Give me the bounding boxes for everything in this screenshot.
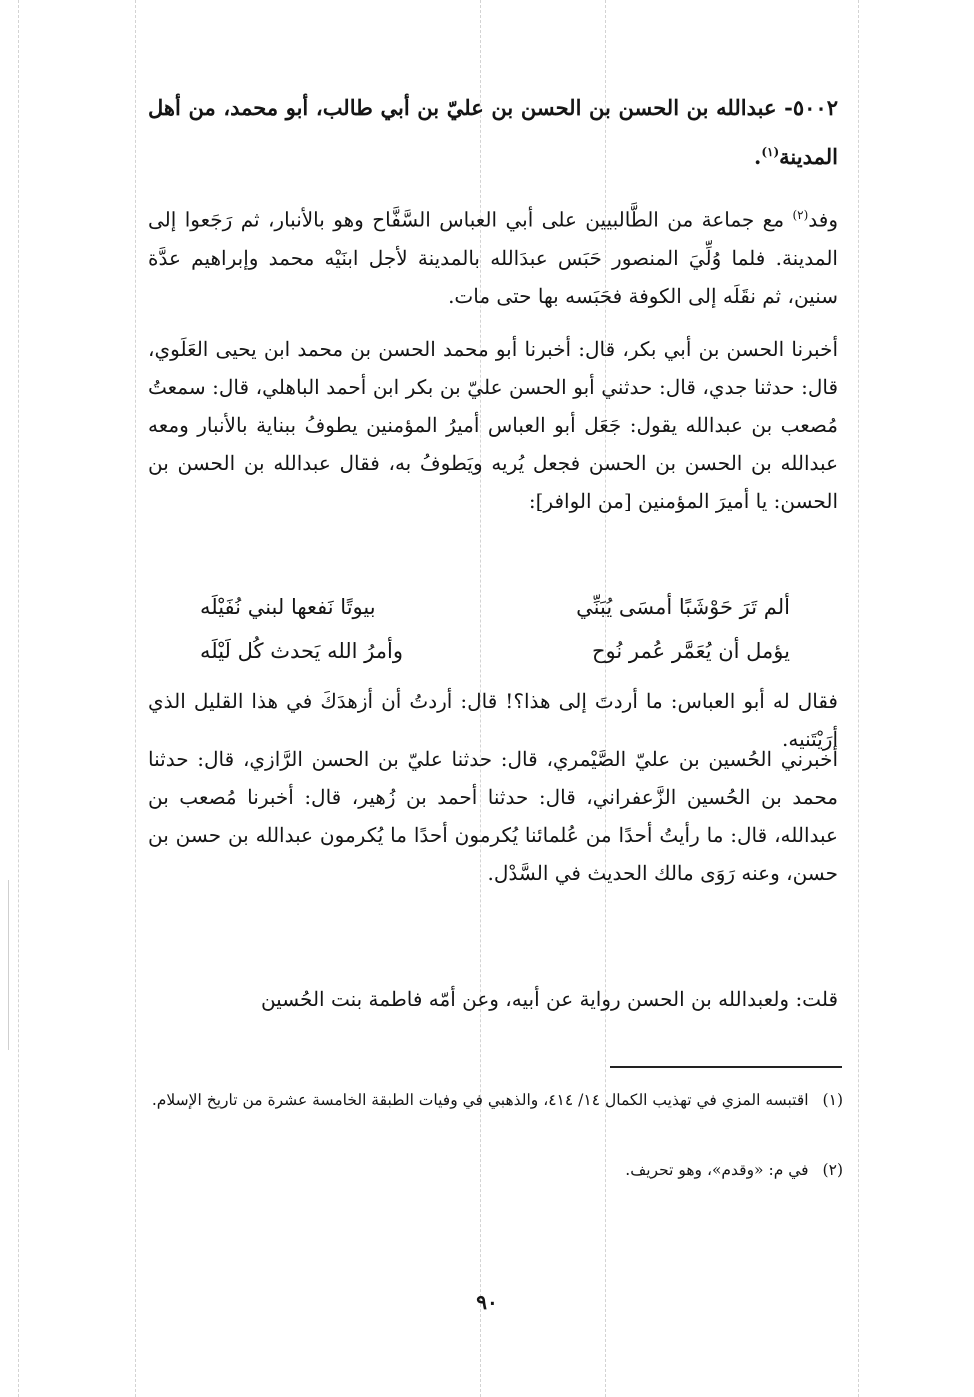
- scan-guide-line: [135, 0, 136, 1397]
- poem-verses: [200, 585, 790, 673]
- scan-guide-line: [858, 0, 859, 1397]
- paragraph-4-text: أخبرني الحُسين بن عليّ الصَّيْمري، قال: حدثنا عليّ بن الحسن الرَّازي، قال: حدثنا محمد بن الحُسين الزَّعفراني، قال: حدثنا أحمد بن زُهير، قال: أخبرنا مُصعب بن عبدالله، قال: ما رأيتُ أحدًا من عُلمائنا يُكرمون أحدًا ما يُكرمون عبدالله بن حسن بن حسن، وعنه رَوَى مالك الحديث في السَّدْل.: [148, 747, 838, 885]
- paragraph-2-text: أخبرنا الحسن بن أبي بكر، قال: أخبرنا أبو محمد الحسن بن محمد ابن يحيى العَلَوي، قال: حدثنا جدي، قال: حدثني أبو الحسن عليّ بن بكر ابن أحمد الباهلي، قال: سمعتُ مُصعب بن عبدالله يقول: جَعَل أبو العباس أميرُ المؤمنين يطوفُ ببناية بالأنبار ومعه عبدالله بن الحسن بن الحسن فجعل يُريه ويَطوفُ به، فقال عبدالله بن الحسن بن الحسن: يا أميرَ المؤمنين [من الوافر]:: [148, 337, 838, 513]
- page-number: ٩٠: [476, 1290, 498, 1314]
- verse-hemistich-second: بيوتًا نَفعها لبني نُفَيْلَه: [200, 595, 376, 619]
- verse-hemistich-first: يؤمل أن يُعَمَّر عُمر نُوح: [591, 639, 790, 663]
- paragraph-2: [148, 330, 838, 520]
- entry-title-end: .: [754, 144, 762, 169]
- paragraph-1-start: وفد: [808, 207, 838, 232]
- entry-number: ٥٠٠٢-: [784, 95, 838, 120]
- paragraph-4: [148, 740, 838, 892]
- paragraph-5-text: قلت: ولعبدالله بن الحسن رواية عن أبيه، وعن أمّه فاطمة بنت الحُسين: [260, 987, 838, 1011]
- footnote-1: [148, 1084, 843, 1116]
- footnote-number: (٢): [822, 1161, 843, 1179]
- entry-heading: [148, 86, 838, 179]
- footnote-2: [148, 1154, 843, 1186]
- footnote-ref: (٢): [792, 208, 809, 222]
- footnote-number: (١): [822, 1091, 843, 1109]
- paragraph-1-text: مع جماعة من الطَّالبيين على أبي العباس السَّفَّاح وهو بالأنبار، ثم رَجَعوا إلى المدينة. فلما وُلِّيَ المنصور حَبَس عبدَالله بالمدينة لأجل ابنَيْه محمد وإبراهيم عدَّة سنين، ثم نقَلَه إلى الكوفة فحَبَسه بها حتى مات.: [148, 207, 838, 308]
- footnote-text: في م: «وقدم»، وهو تحريف.: [625, 1161, 809, 1179]
- footnote-separator: [610, 1066, 842, 1068]
- footnote-text: اقتبسه المزي في تهذيب الكمال ١٤/ ٤١٤، والذهبي في وفيات الطبقة الخامسة عشرة من تاريخ الإسلام.: [151, 1091, 809, 1109]
- scan-guide-line: [18, 0, 19, 1397]
- footnote-ref: (١): [761, 145, 780, 159]
- paragraph-5: [148, 980, 838, 1018]
- entry-title: عبدالله بن الحسن بن الحسن بن عليّ بن أبي طالب، أبو محمد، من أهل المدينة: [148, 95, 838, 169]
- paragraph-1: [148, 196, 838, 315]
- paragraph-3-text: فقال له أبو العباس: ما أردتَ إلى هذا؟! قال: أردتُ أن أزهدَكَ في هذا القليل الذي أرَيْتَنيه.: [148, 689, 838, 751]
- verse-line: [200, 585, 790, 629]
- verse-hemistich-second: وأمرُ الله يَحدث كُل لَيْلَه: [200, 639, 403, 663]
- scan-margin-mark: [8, 880, 9, 1050]
- verse-hemistich-first: ألم تَرَ حَوْشَبًا أمسَى يُبَنِّي: [576, 595, 790, 619]
- verse-line: [200, 629, 790, 673]
